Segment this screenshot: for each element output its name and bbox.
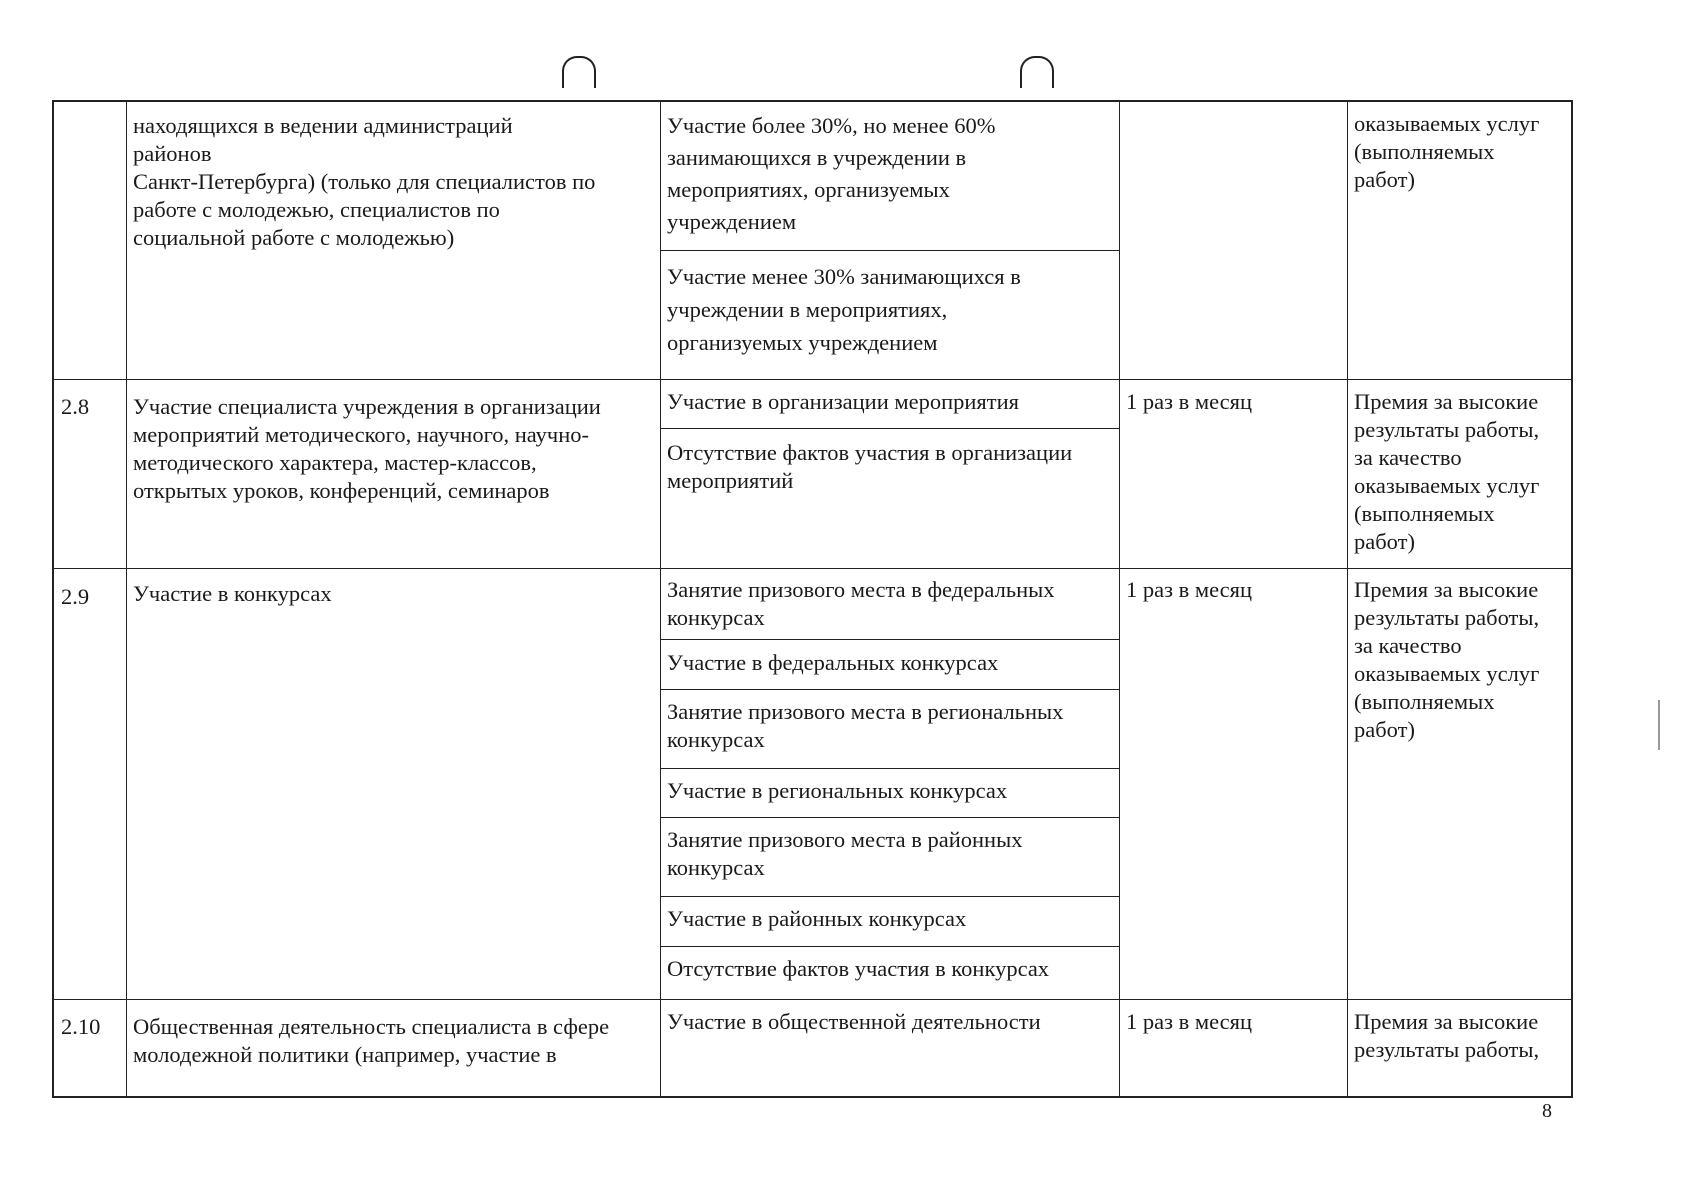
text-line: мероприятий	[667, 468, 794, 493]
text-line: работ)	[1354, 529, 1415, 554]
criteria-divider	[660, 689, 1119, 690]
row-2-9-criterion-2	[660, 643, 1119, 683]
text-line: оказываемых услуг	[1354, 473, 1540, 498]
row-cont-payment	[1347, 104, 1573, 200]
text-line: занимающихся в учреждении в	[667, 145, 967, 170]
text-line: учреждением	[667, 209, 797, 234]
text-line: конкурсах	[667, 855, 765, 880]
row-2-10-frequency: 1 раз в месяц	[1126, 1009, 1253, 1034]
text-line: учреждении в мероприятиях,	[667, 297, 948, 322]
text-line: мероприятий методического, научного, научно-	[133, 422, 589, 447]
page-number: 8	[1542, 1100, 1552, 1122]
row-divider	[54, 568, 1573, 569]
criteria-divider	[660, 817, 1119, 818]
row-2-9-criterion-3	[660, 692, 1119, 760]
row-cont-criterion-1	[660, 104, 1119, 244]
row-2-9-criterion-4	[660, 771, 1119, 811]
text-line: организуемых учреждением	[667, 330, 938, 355]
text-line: оказываемых услуг	[1354, 661, 1540, 686]
criteria-divider	[660, 428, 1119, 429]
text-line: Отсутствие фактов участия в организации	[667, 440, 1073, 465]
text-line: Занятие призового места в районных	[667, 827, 1023, 852]
row-2-10-criterion-1	[660, 1002, 1119, 1042]
text-line: за качество	[1354, 633, 1462, 658]
text-line: социальной работе с молодежью)	[133, 225, 455, 250]
text-line: мероприятиях, организуемых	[667, 177, 950, 202]
text-line: Премия за высокие	[1354, 577, 1539, 602]
row-2-10-payment	[1347, 1002, 1573, 1070]
text-line: Санкт-Петербурга) (только для специалистов по	[133, 169, 596, 194]
row-divider	[54, 999, 1573, 1000]
row-2-9-number: 2.9	[61, 584, 90, 609]
text-line: (выполняемых	[1354, 689, 1495, 714]
criteria-divider	[660, 768, 1119, 769]
text-line: за качество	[1354, 445, 1462, 470]
text-line: открытых уроков, конференций, семинаров	[133, 478, 550, 503]
row-2-8-payment	[1347, 382, 1573, 562]
text-line: Премия за высокие	[1354, 1009, 1539, 1034]
criteria-divider	[660, 946, 1119, 947]
text-line: Участие в федеральных конкурсах	[667, 650, 999, 675]
text-line: работе с молодежью, специалистов по	[133, 197, 500, 222]
text-line: конкурсах	[667, 727, 765, 752]
text-line: работ)	[1354, 167, 1415, 192]
binder-hole-left	[562, 56, 596, 88]
text-line: молодежной политики (например, участие в	[133, 1042, 557, 1067]
text-line: Участие более 30%, но менее 60%	[667, 113, 996, 138]
row-2-8-number: 2.8	[61, 394, 90, 419]
text-line: работ)	[1354, 717, 1415, 742]
text-line: Участие в региональных конкурсах	[667, 778, 1008, 803]
text-line: Участие в районных конкурсах	[667, 906, 967, 931]
criteria-divider	[660, 896, 1119, 897]
text-line: находящихся в ведении администраций	[133, 113, 513, 138]
text-line: Участие в организации мероприятия	[667, 389, 1020, 414]
text-line: Отсутствие фактов участия в конкурсах	[667, 956, 1050, 981]
row-divider	[54, 379, 1573, 380]
text-line: Занятие призового места в региональных	[667, 699, 1064, 724]
row-2-10-number: 2.10	[61, 1014, 101, 1039]
text-line: Участие в общественной деятельности	[667, 1009, 1041, 1034]
text-line: конкурсах	[667, 605, 765, 630]
row-2-9-criterion-5	[660, 820, 1119, 888]
row-2-9-frequency: 1 раз в месяц	[1126, 577, 1253, 602]
text-line: Занятие призового места в федеральных	[667, 577, 1055, 602]
text-line: Премия за высокие	[1354, 389, 1539, 414]
row-2-9-criterion-1	[660, 570, 1119, 638]
row-2-8-description	[126, 387, 660, 511]
row-2-8-criterion-1	[660, 382, 1119, 422]
text-line: районов	[133, 141, 212, 166]
row-2-9-payment	[1347, 570, 1573, 750]
row-2-9-description: Участие в конкурсах	[133, 581, 332, 606]
row-2-8-criterion-2	[660, 433, 1119, 501]
binder-hole-right	[1020, 56, 1054, 88]
row-2-9-criterion-6	[660, 899, 1119, 939]
text-line: результаты работы,	[1354, 1037, 1540, 1062]
text-line: методического характера, мастер-классов,	[133, 450, 537, 475]
criteria-divider	[660, 250, 1119, 251]
text-line: (выполняемых	[1354, 139, 1495, 164]
text-line: Участие менее 30% занимающихся в	[667, 264, 1021, 289]
criteria-divider	[660, 639, 1119, 640]
row-cont-criterion-2	[660, 254, 1119, 365]
text-line: результаты работы,	[1354, 605, 1540, 630]
text-line: Участие специалиста учреждения в организации	[133, 394, 601, 419]
row-2-9-criterion-7	[660, 949, 1119, 989]
scan-artifact	[1658, 700, 1660, 750]
row-2-10-description	[126, 1007, 660, 1075]
text-line: результаты работы,	[1354, 417, 1540, 442]
criteria-table	[52, 100, 1573, 1098]
text-line: (выполняемых	[1354, 501, 1495, 526]
row-cont-description	[126, 106, 660, 258]
text-line: оказываемых услуг	[1354, 111, 1540, 136]
row-2-8-frequency: 1 раз в месяц	[1126, 389, 1253, 414]
text-line: Общественная деятельность специалиста в сфере	[133, 1014, 610, 1039]
